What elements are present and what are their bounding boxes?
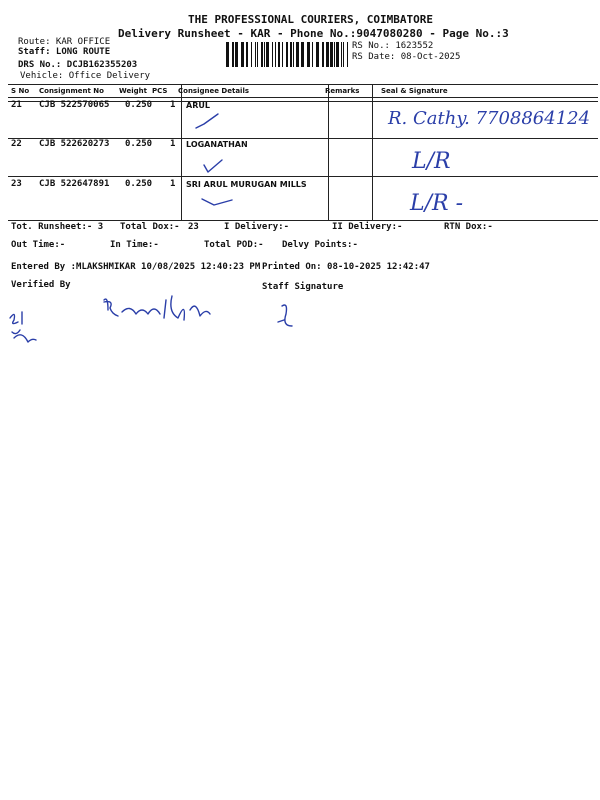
col-consignee: Consignee Details — [178, 87, 250, 95]
row-consignment-no: CJB 522647891 — [39, 179, 110, 189]
row-consignee: SRI ARUL MURUGAN MILLS — [186, 180, 307, 189]
vehicle-label: Vehicle: Office Delivery — [20, 71, 151, 81]
staff-signature-label: Staff Signature — [262, 282, 344, 292]
col-consignment: Consignment No — [39, 87, 104, 95]
row-sno: 21 — [11, 100, 22, 110]
total-dox-value: 23 — [188, 222, 199, 232]
row-weight: 0.250 — [125, 179, 153, 189]
col-pcs: PCS — [152, 87, 168, 95]
tick-mark-row21 — [196, 114, 218, 128]
printed-on: Printed On: 08-10-2025 12:42:47 — [262, 262, 430, 272]
drs-value: DCJB162355203 — [66, 60, 138, 70]
staff-label: Staff: LONG ROUTE — [18, 47, 111, 57]
row-consignment-no: CJB 522570065 — [39, 100, 110, 110]
signature-row21-name: R. Cathy. 7708864124 — [388, 108, 591, 129]
row-weight: 0.250 — [125, 139, 153, 149]
total-dox-label: Total Dox:- — [120, 222, 180, 232]
runsheet-subtitle: Delivery Runsheet - KAR - Phone No.:9047080280 - Page No.:3 — [118, 27, 509, 40]
out-time: Out Time:- — [11, 240, 66, 250]
row-consignee: LOGANATHAN — [186, 140, 248, 149]
rs-number: RS No.: 1623552 — [352, 41, 434, 51]
col-weight: Weight — [119, 87, 147, 95]
row-consignment-no: CJB 522620273 — [39, 139, 110, 149]
row-sno: 23 — [11, 179, 22, 189]
col-remarks: Remarks — [325, 87, 360, 95]
rtn-dox: RTN Dox:- — [444, 222, 493, 232]
drs-label: DRS No.: — [18, 60, 62, 70]
company-name: THE PROFESSIONAL COURIERS, COIMBATORE — [188, 13, 434, 26]
verified-by-label: Verified By — [11, 280, 71, 290]
signature-row22: L/R — [412, 149, 451, 174]
col-sno: S No — [11, 87, 30, 95]
signature-row23: L/R - — [410, 191, 464, 216]
rs-date: RS Date: 08-Oct-2025 — [352, 52, 461, 62]
tot-runsheet: Tot. Runsheet:- 3 — [11, 222, 104, 232]
row-pcs: 1 — [170, 139, 176, 149]
verified-signature-main — [104, 296, 210, 320]
delvy-points: Delvy Points:- — [282, 240, 358, 250]
row-pcs: 1 — [170, 100, 176, 110]
staff-signature-mark — [278, 305, 292, 326]
row-pcs: 1 — [170, 179, 176, 189]
tick-mark-row22 — [204, 160, 222, 172]
entered-by: Entered By :MLAKSHMIKAR 10/08/2025 12:40:23 PM — [11, 262, 261, 272]
ii-delivery: II Delivery:- — [332, 222, 403, 232]
i-delivery: I Delivery:- — [224, 222, 290, 232]
total-pod: Total POD:- — [204, 240, 264, 250]
row-consignee: ARUL — [186, 101, 210, 110]
route-label: Route: KAR OFFICE — [18, 37, 111, 47]
col-seal-signature: Seal & Signature — [381, 87, 448, 95]
row-sno: 22 — [11, 139, 22, 149]
in-time: In Time:- — [110, 240, 159, 250]
row-weight: 0.250 — [125, 100, 153, 110]
verified-signature-left — [10, 312, 36, 342]
tick-mark-row23 — [202, 199, 232, 205]
